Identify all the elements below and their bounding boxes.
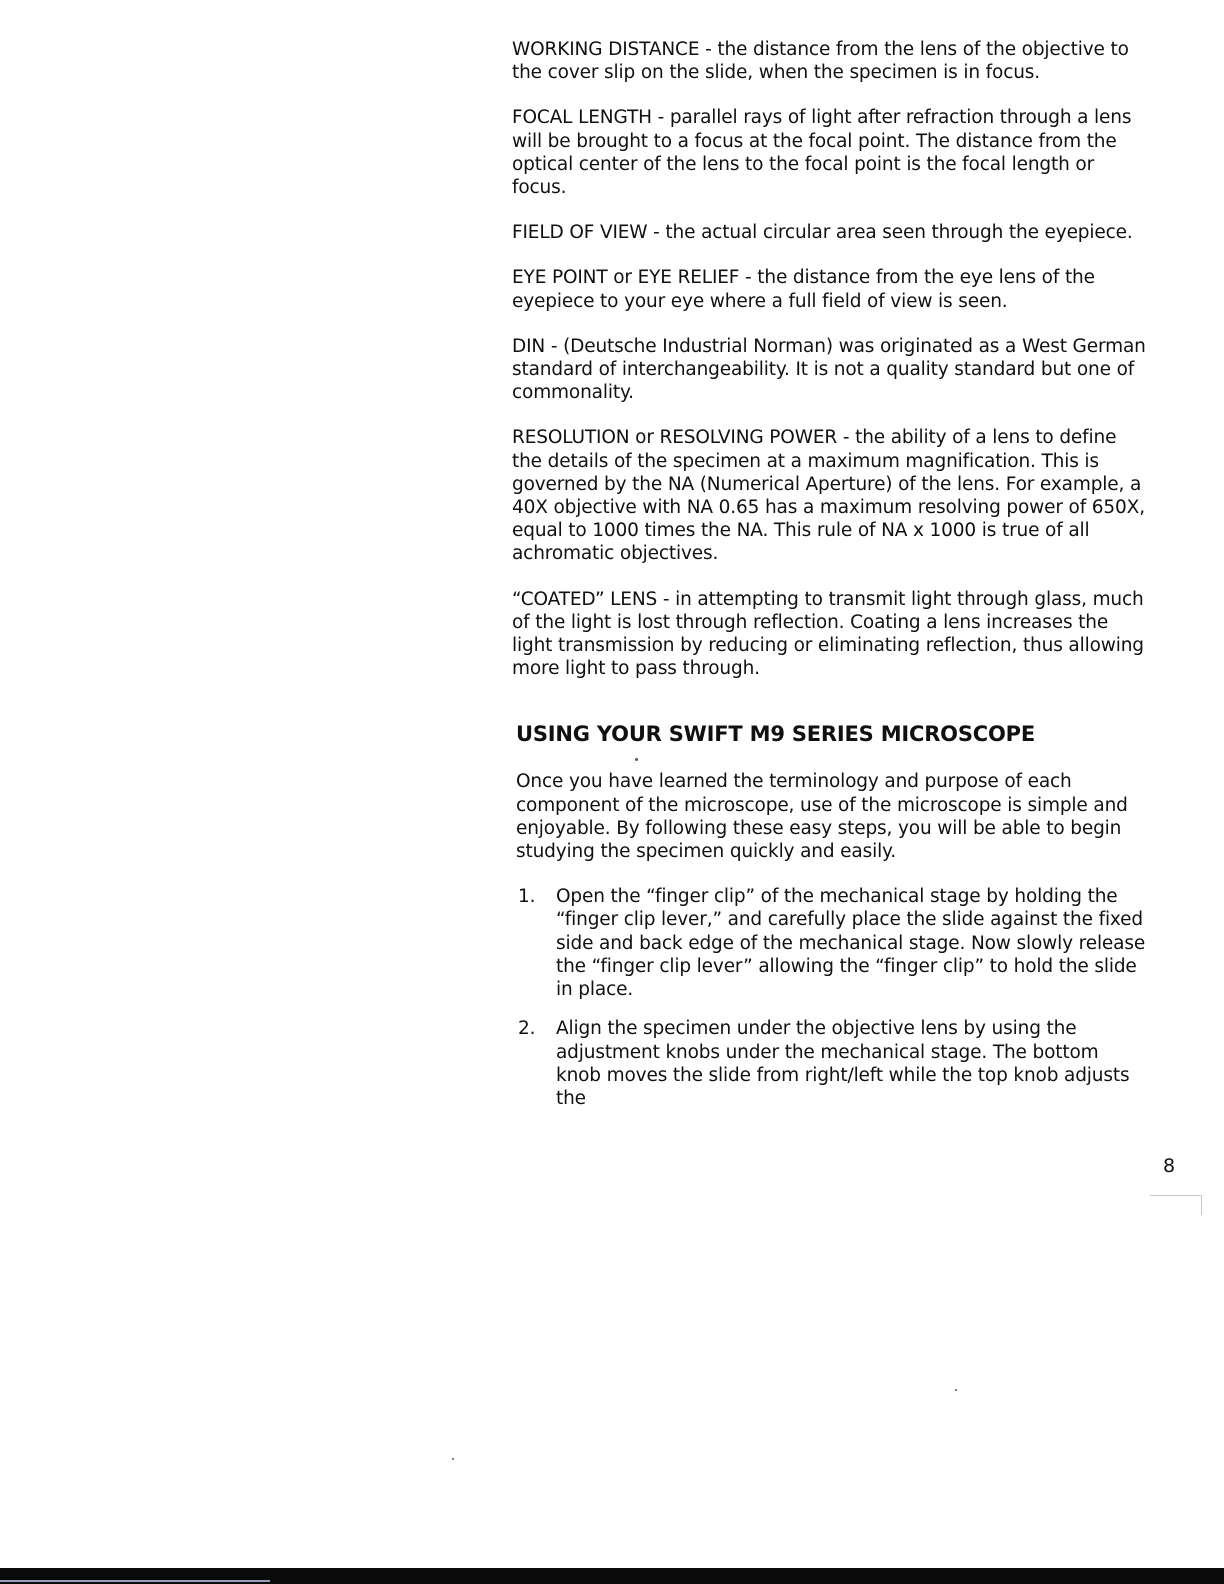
scan-speck <box>635 758 638 761</box>
definition-coated-lens <box>512 588 1147 681</box>
step-text: Open the “finger clip” of the mechanical stage by holding the “finger clip lever,” and carefully place the slide against the fixed side and back edge of the mechanical stage. Now slowly release the “finger clip lever” allowing the “finger clip” to hold the slide in place. <box>556 886 1146 1001</box>
definition-field-of-view <box>512 221 1147 244</box>
definition-text: WORKING DISTANCE - the distance from the lens of the objective to the cover slip on the slide, when the specimen is in focus. <box>512 39 1129 84</box>
definition-focal-length <box>512 106 1147 199</box>
scan-speck <box>452 1458 454 1460</box>
scan-edge-line <box>0 1580 270 1582</box>
step-item <box>516 885 1147 1001</box>
scan-speck <box>955 1389 957 1391</box>
definition-eye-point <box>512 266 1147 312</box>
definition-text: FIELD OF VIEW - the actual circular area seen through the eyepiece. <box>512 222 1133 244</box>
scan-artifact-line <box>1201 1195 1202 1215</box>
section-heading: USING YOUR SWIFT M9 SERIES MICROSCOPE <box>516 722 1035 747</box>
page-number: 8 <box>1163 1155 1176 1177</box>
steps-list <box>512 885 1147 1110</box>
definition-resolution <box>512 426 1147 565</box>
definition-text: EYE POINT or EYE RELIEF - the distance from the eye lens of the eyepiece to your eye where a full field of view is seen. <box>512 267 1095 312</box>
definition-din <box>512 335 1147 405</box>
definition-working-distance <box>512 38 1147 84</box>
scan-artifact-line <box>1150 1195 1202 1196</box>
step-text: Align the specimen under the objective lens by using the adjustment knobs under the mechanical stage. The bottom knob moves the slide from right/left while the top knob adjusts the <box>556 1018 1130 1109</box>
section-intro: Once you have learned the terminology and purpose of each component of the microscope, use of the microscope is simple and enjoyable. By following these easy steps, you will be able to begin studying the specimen quickly and easily. <box>516 771 1128 863</box>
definition-text: RESOLUTION or RESOLVING POWER - the ability of a lens to define the details of the specimen at a maximum magnification. This is governed by the NA (Numerical Aperture) of the lens. For example, a 40X objective with NA 0.65 has a maximum resolving power of 650X, equal to 1000 times the NA. This rule of NA x 1000 is true of all achromatic objectives. <box>512 427 1145 565</box>
definition-text: FOCAL LENGTH - parallel rays of light after refraction through a lens will be brought to a focus at the focal point. The distance from the optical center of the lens to the focal point is the focal length or focus. <box>512 107 1132 199</box>
definition-text: “COATED” LENS - in attempting to transmit light through glass, much of the light is lost through reflection. Coating a lens increases the light transmission by reducing or eliminating reflection, thus allowing more light to pass through. <box>512 588 1144 680</box>
step-item <box>516 1017 1147 1110</box>
step-number: 2. <box>518 1018 536 1040</box>
step-number: 1. <box>518 886 536 908</box>
text-column <box>512 38 1147 1126</box>
definition-text: DIN - (Deutsche Industrial Norman) was originated as a West German standard of interchangeability. It is not a quality standard but one of commonality. <box>512 335 1146 404</box>
